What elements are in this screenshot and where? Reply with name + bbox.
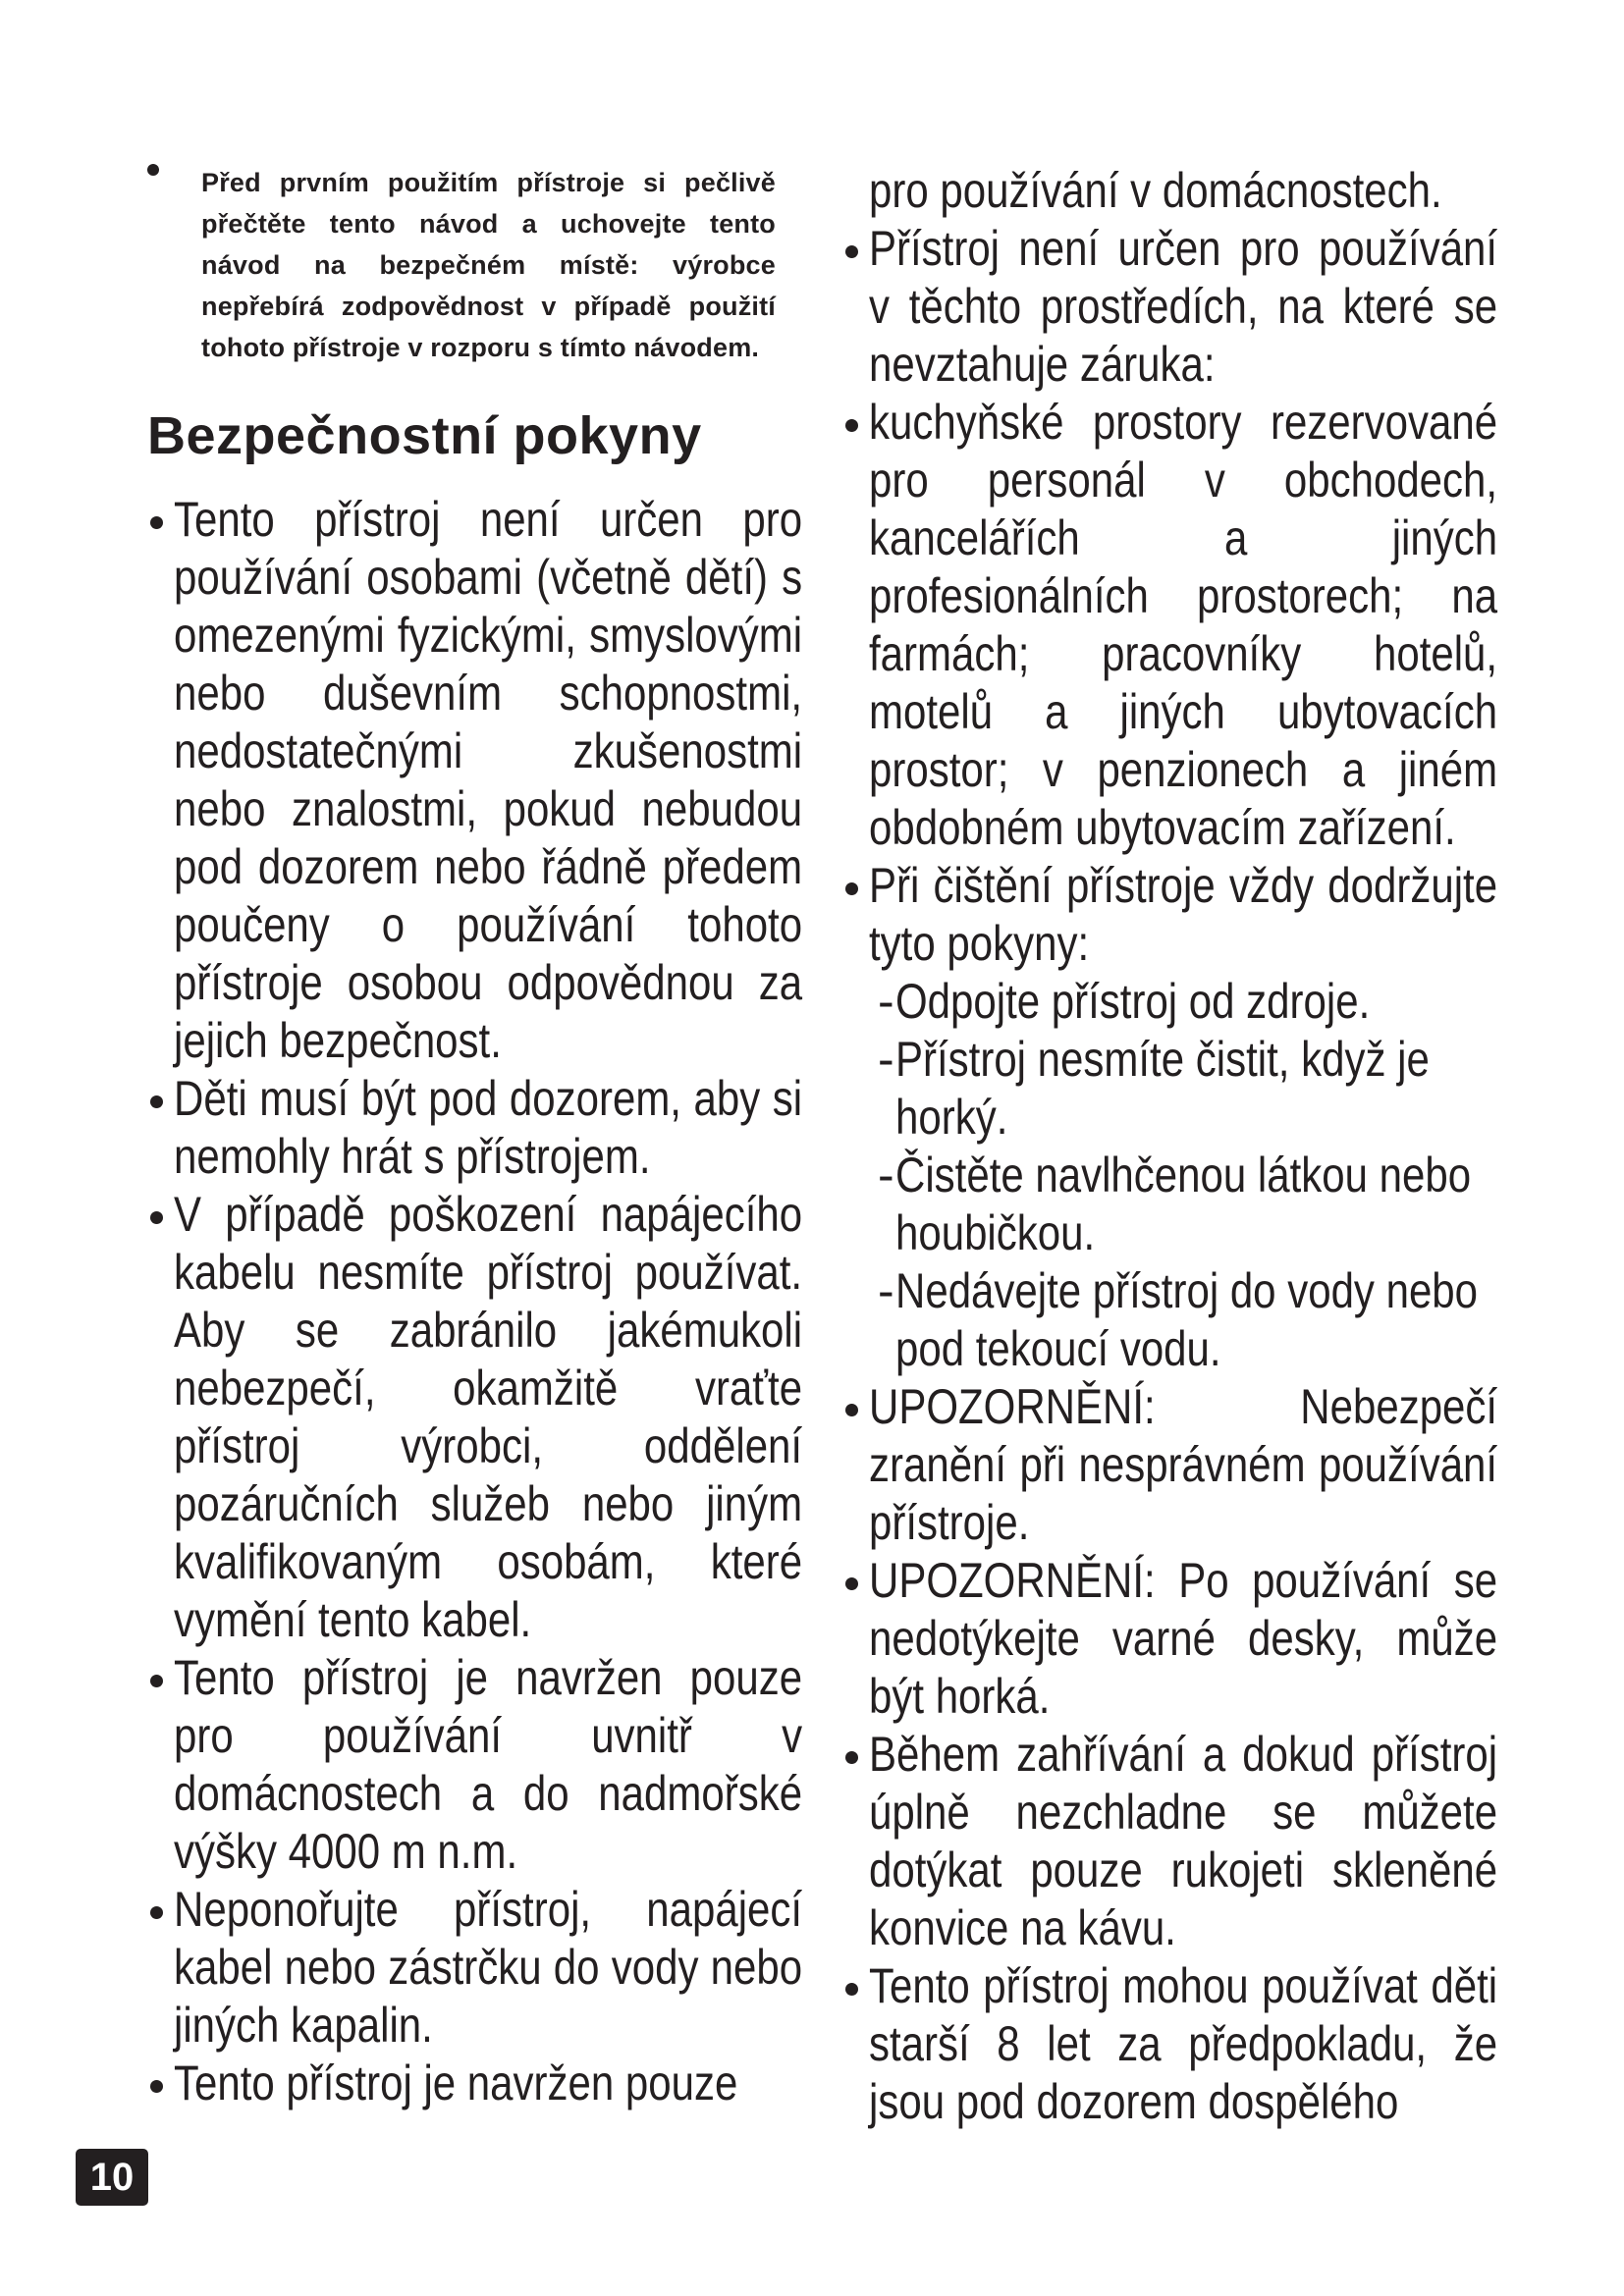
safety-item-text: Při čištění přístroje vždy dodržujte tyto pokyny: — [869, 858, 1498, 971]
safety-item-text: Tento přístroj mohou používat děti starší 8 let za předpokladu, že jsou pod dozorem dospělého — [869, 1958, 1498, 2129]
bullet-icon — [150, 1675, 163, 1687]
cleaning-step — [842, 973, 1510, 1031]
bullet-icon — [845, 419, 858, 432]
safety-item — [842, 394, 1510, 857]
safety-item — [147, 1070, 815, 1186]
bullet-icon — [150, 2080, 163, 2093]
safety-item — [842, 220, 1510, 394]
safety-item — [842, 1378, 1510, 1552]
cleaning-step-text: Přístroj nesmíte čistit, když je horký. — [895, 1032, 1430, 1145]
safety-item — [147, 2055, 815, 2112]
cleaning-step — [842, 1031, 1510, 1147]
bullet-icon — [150, 1211, 163, 1224]
cleaning-step — [842, 1262, 1510, 1378]
safety-item-text: UPOZORNĚNÍ: Nebezpečí zranění při nesprávném používání přístroje. — [869, 1379, 1498, 1550]
right-safety-list — [842, 162, 1510, 2131]
safety-item — [842, 1957, 1510, 2131]
safety-item — [147, 491, 815, 1070]
section-heading: Bezpečnostní pokyny — [147, 406, 702, 465]
safety-item-text: kuchyňské prostory rezervované pro personál v obchodech, kancelářích a jiných profesionálních prostorech; na farmách; pracovníky hotelů, motelů a jiných ubytovacích prostor; v penzionech a jiném obdobném ubytovacím zařízení. — [869, 395, 1498, 855]
bullet-icon — [845, 882, 858, 895]
safety-item-text: UPOZORNĚNÍ: Po používání se nedotýkejte varné desky, může být horká. — [869, 1553, 1498, 1724]
safety-item-text: Neponořujte přístroj, napájecí kabel nebo zástrčku do vody nebo jiných kapalin. — [174, 1882, 803, 2053]
safety-item-text: Během zahřívání a dokud přístroj úplně nezchladne se můžete dotýkat pouze rukojeti skleněné konvice na kávu. — [869, 1727, 1498, 1955]
intro-text: Před prvním použitím přístroje si pečlivě přečtěte tento návod a uchovejte tento návod na bezpečném místě: výrobce nepřebírá zodpovědnost v případě použití tohoto přístroje v rozporu s tímto návodem. — [201, 168, 776, 362]
dash-icon: - — [878, 1263, 894, 1318]
safety-item — [147, 1186, 815, 1649]
bullet-icon — [150, 516, 163, 529]
dash-icon: - — [878, 1032, 894, 1087]
cleaning-step-text: Nedávejte přístroj do vody nebo pod tekoucí vodu. — [895, 1263, 1479, 1376]
bullet-icon — [845, 1404, 858, 1416]
cleaning-step — [842, 1147, 1510, 1262]
safety-item-text: Tento přístroj je navržen pouze pro používání uvnitř v domácnostech a do nadmořské výšky 4000 m n.m. — [174, 1650, 803, 1879]
bullet-icon — [147, 164, 159, 176]
safety-item — [842, 857, 1510, 973]
safety-item-text: Děti musí být pod dozorem, aby si nemohly hrát s přístrojem. — [174, 1071, 803, 1184]
continued-item-text: pro používání v domácnostech. — [869, 163, 1442, 218]
bullet-icon — [845, 1577, 858, 1590]
bullet-icon — [845, 245, 858, 258]
safety-item — [147, 1649, 815, 1881]
dash-icon: - — [878, 974, 894, 1029]
bullet-icon — [150, 1906, 163, 1919]
bullet-icon — [845, 1751, 858, 1764]
cleaning-step-text: Čistěte navlhčenou látkou nebo houbičkou. — [895, 1148, 1472, 1260]
page-number: 10 — [76, 2149, 148, 2206]
safety-item-text: Tento přístroj není určen pro používání osobami (včetně dětí) s omezenými fyzickými, smyslovými nebo duševním schopnostmi, nedostatečnými zkušenostmi nebo znalostmi, pokud nebudou pod dozorem nebo řádně předem poučeny o používání tohoto přístroje osobou odpovědnou za jejich bezpečnost. — [174, 492, 803, 1068]
left-safety-list — [147, 491, 815, 2112]
bullet-icon — [150, 1095, 163, 1108]
continued-text — [842, 162, 1510, 220]
intro-note — [147, 162, 776, 368]
bullet-icon — [845, 1983, 858, 1996]
safety-item-text: V případě poškození napájecího kabelu nesmíte přístroj používat. Aby se zabránilo jakémukoli nebezpečí, okamžitě vraťte přístroj výrobci, oddělení pozáručních služeb nebo jiným kvalifikovaným osobám, které vymění tento kabel. — [174, 1187, 803, 1647]
safety-item-text: Přístroj není určen pro používání v těchto prostředích, na které se nevztahuje záruka: — [869, 221, 1498, 392]
safety-item — [147, 1881, 815, 2055]
cleaning-step-text: Odpojte přístroj od zdroje. — [895, 974, 1371, 1029]
dash-icon: - — [878, 1148, 894, 1202]
safety-item-text: Tento přístroj je navržen pouze — [174, 2056, 738, 2110]
safety-item — [842, 1552, 1510, 1726]
safety-item — [842, 1726, 1510, 1957]
